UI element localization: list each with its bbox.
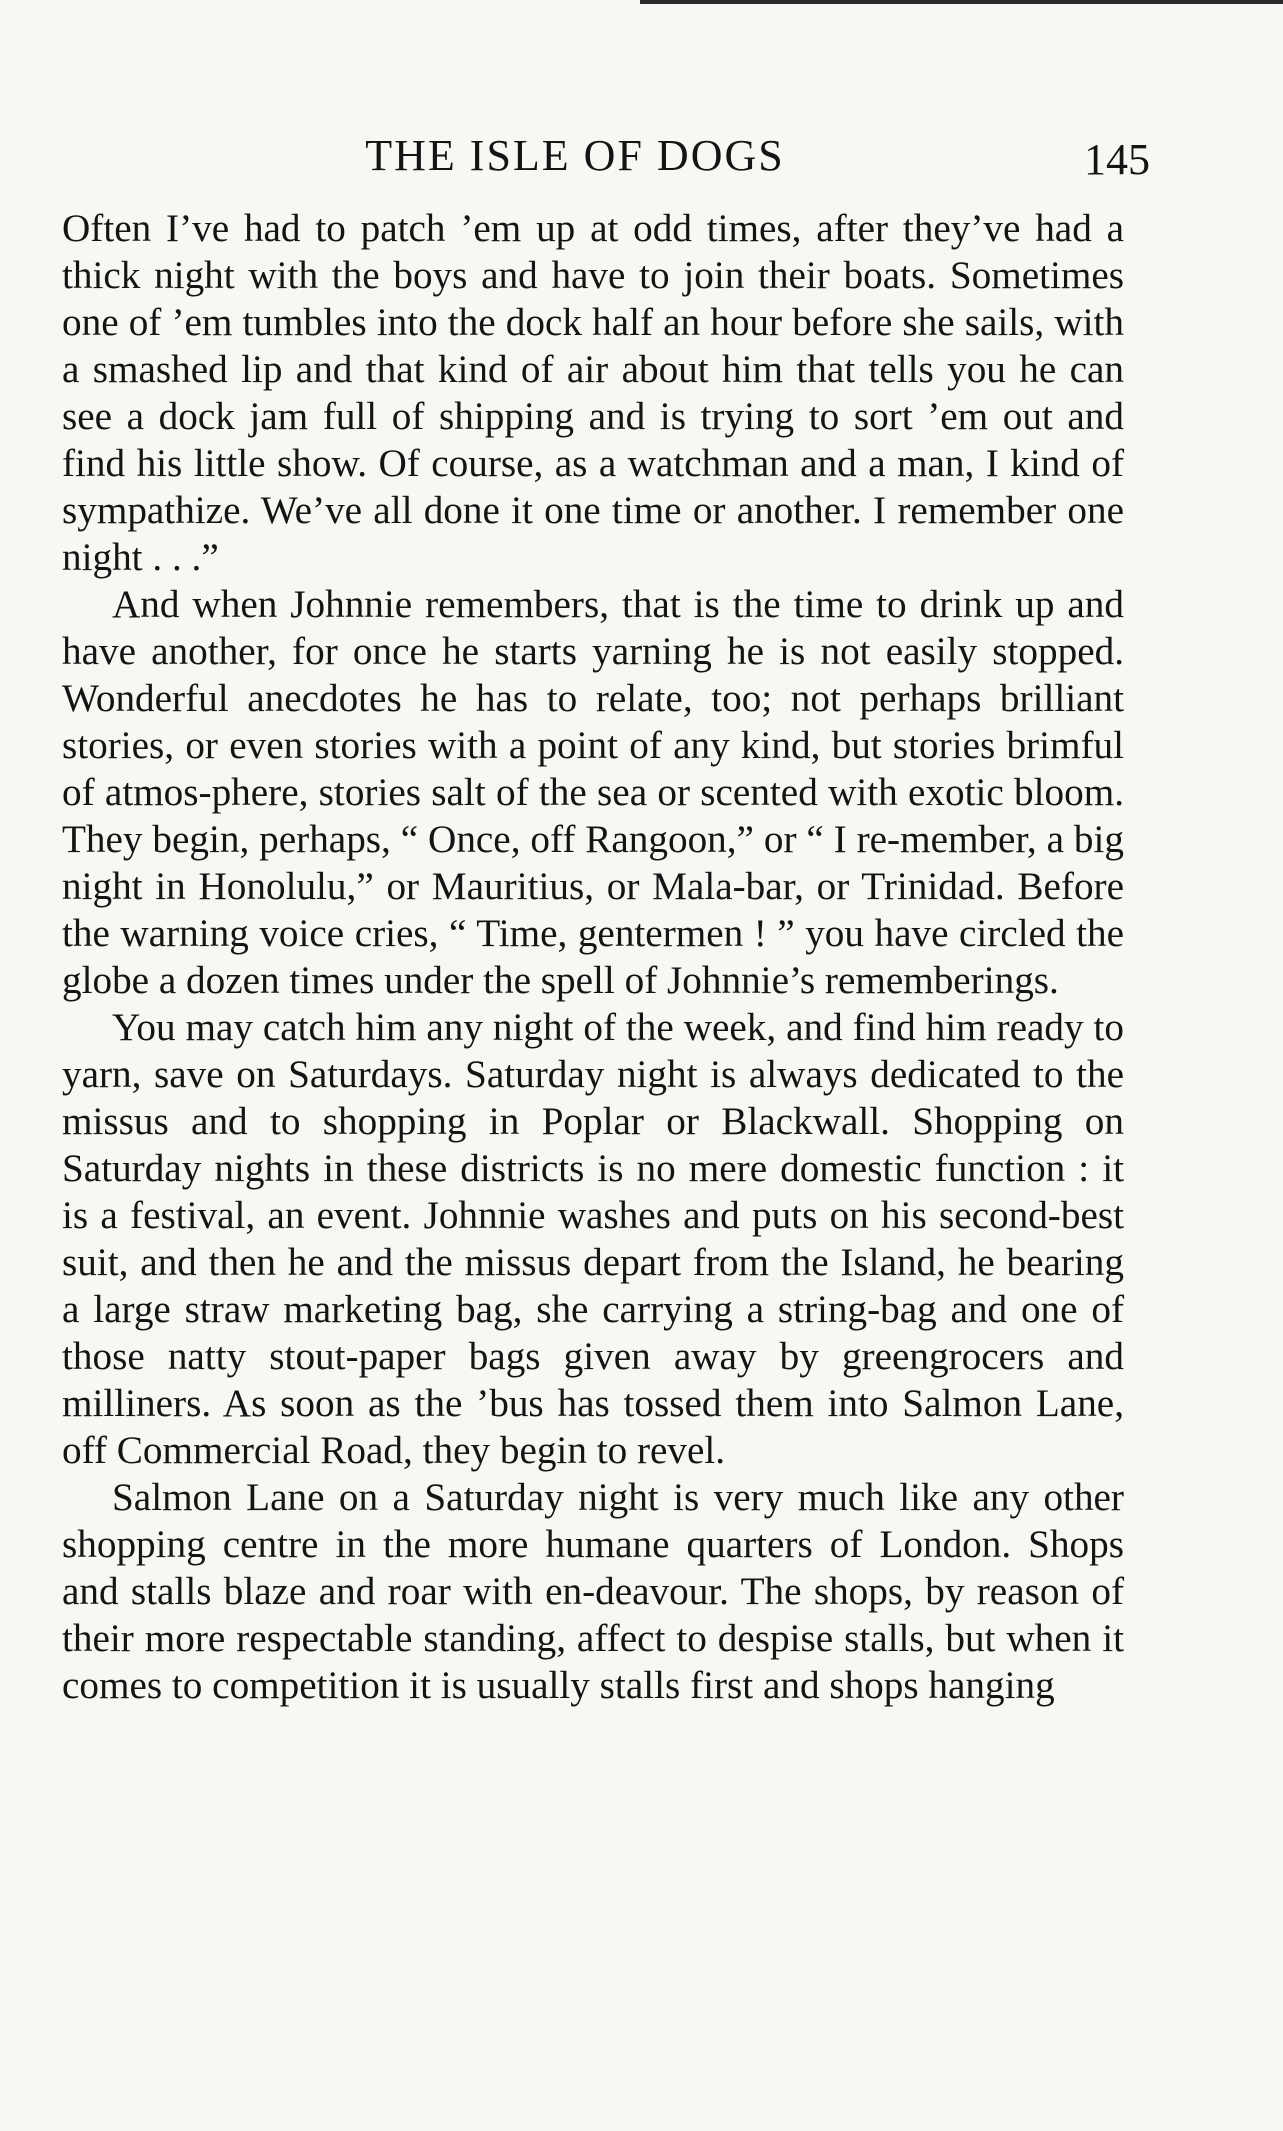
body-text [62, 205, 1124, 1709]
running-title: THE ISLE OF DOGS [365, 131, 785, 180]
paragraph: You may catch him any night of the week, and find him ready to yarn, save on Saturdays. Saturday night is always dedicated to the missus and to shopping in Poplar or Blackwall. Shopping on Saturday nights in these districts is no mere domestic function : it is a festival, an event. Johnnie washes and puts on his second-best suit, and then he and the missus depart from the Island, he bearing a large straw marketing bag, she carrying a string-bag and one of those natty stout-paper bags given away by greengrocers and milliners. As soon as the ’bus has tossed them into Salmon Lane, off Commercial Road, they begin to revel. [62, 1006, 1124, 1472]
paragraph: And when Johnnie remembers, that is the time to drink up and have another, for once he starts yarning he is not easily stopped. Wonderful anecdotes he has to relate, too; not perhaps brilliant stories, or even stories with a point of any kind, but stories brimful of atmos-phere, stories salt of the sea or scented with exotic bloom. They begin, perhaps, “ Once, off Rangoon,” or “ I re-member, a big night in Honolulu,” or Mauritius, or Mala-bar, or Trinidad. Before the warning voice cries, “ Time, gentermen ! ” you have circled the globe a dozen times under the spell of Johnnie’s rememberings. [62, 583, 1124, 1002]
paragraph-continued: Often I’ve had to patch ’em up at odd times, after they’ve had a thick night with the boys and have to join their boats. Sometimes one of ’em tumbles into the dock half an hour before she sails, with a smashed lip and that kind of air about him that tells you he can see a dock jam full of shipping and is trying to sort ’em out and find his little show. Of course, as a watchman and a man, I kind of sympathize. We’ve all done it one time or another. I remember one night . . .” [62, 207, 1124, 579]
page-number: 145 [1084, 135, 1150, 184]
paragraph: Salmon Lane on a Saturday night is very much like any other shopping centre in the more humane quarters of London. Shops and stalls blaze and roar with en-deavour. The shops, by reason of their more respectable standing, affect to despise stalls, but when it comes to competition it is usually stalls first and shops hanging [62, 1476, 1124, 1707]
top-edge-rule [640, 0, 1283, 4]
running-head [0, 126, 1283, 186]
